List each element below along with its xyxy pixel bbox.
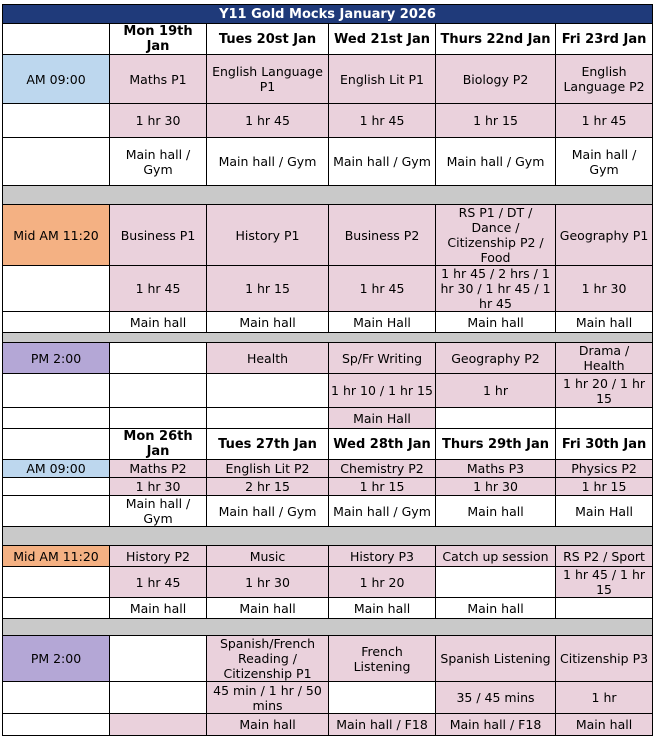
subject-cell: Physics P2 — [556, 460, 653, 478]
subject-cell: RS P1 / DT / Dance / Citizenship P2 / Food — [436, 205, 556, 266]
day-header: Wed 28th Jan — [329, 429, 436, 460]
mid-durations-row — [3, 567, 653, 598]
day-header: Thurs 22nd Jan — [436, 24, 556, 55]
duration-cell: 1 hr 20 — [329, 567, 436, 598]
duration-cell: 1 hr 20 / 1 hr 15 — [556, 374, 653, 408]
room-cell: Main hall / Gym — [207, 138, 329, 186]
session-label-blank — [3, 408, 110, 429]
room-cell: Main hall / Gym — [556, 138, 653, 186]
duration-cell: 1 hr 45 / 1 hr 15 — [556, 567, 653, 598]
session-label-blank — [3, 714, 110, 736]
subject-cell: Drama / Health — [556, 343, 653, 374]
spacer-row — [3, 333, 653, 343]
room-cell: Main hall / Gym — [329, 496, 436, 527]
subject-cell: Maths P3 — [436, 460, 556, 478]
subject-cell — [110, 343, 207, 374]
room-cell — [110, 408, 207, 429]
am-durations-row — [3, 478, 653, 496]
pm-durations-row — [3, 374, 653, 408]
session-label-blank — [3, 138, 110, 186]
subject-cell: RS P2 / Sport — [556, 546, 653, 567]
duration-cell: 1 hr 30 — [207, 567, 329, 598]
room-cell: Main hall — [110, 312, 207, 333]
duration-cell: 1 hr 30 — [110, 104, 207, 138]
day-header: Fri 30th Jan — [556, 429, 653, 460]
duration-cell: 1 hr 30 — [110, 478, 207, 496]
session-label-blank — [3, 312, 110, 333]
mid-rooms-row — [3, 312, 653, 333]
day-header: Tues 27th Jan — [207, 429, 329, 460]
duration-cell: 1 hr 45 — [556, 104, 653, 138]
page-title: Y11 Gold Mocks January 2026 — [3, 5, 653, 24]
duration-cell: 1 hr 45 — [110, 567, 207, 598]
session-label-blank — [3, 104, 110, 138]
timetable-body — [3, 5, 653, 736]
exam-timetable — [2, 4, 653, 736]
session-label: Mid AM 11:20 — [3, 205, 110, 266]
room-cell: Main hall / Gym — [207, 496, 329, 527]
session-label: AM 09:00 — [3, 55, 110, 104]
duration-cell: 1 hr 45 / 2 hrs / 1 hr 30 / 1 hr 45 / 1 hr 45 — [436, 266, 556, 312]
subject-cell: Catch up session — [436, 546, 556, 567]
spacer-row — [3, 527, 653, 546]
room-cell: Main Hall — [556, 496, 653, 527]
subject-cell: Music — [207, 546, 329, 567]
duration-cell — [110, 682, 207, 714]
subject-cell: French Listening — [329, 636, 436, 682]
subject-cell: History P3 — [329, 546, 436, 567]
am-durations-row — [3, 104, 653, 138]
session-label: Mid AM 11:20 — [3, 546, 110, 567]
room-cell: Main hall / F18 — [329, 714, 436, 736]
spacer-row — [3, 186, 653, 205]
session-label-blank — [3, 374, 110, 408]
room-cell: Main hall / Gym — [329, 138, 436, 186]
subject-cell: English Language P2 — [556, 55, 653, 104]
day-header-row — [3, 24, 653, 55]
pm-subjects-row — [3, 343, 653, 374]
room-cell: Main hall / Gym — [436, 138, 556, 186]
session-label-blank — [3, 567, 110, 598]
subject-cell: Chemistry P2 — [329, 460, 436, 478]
duration-cell: 1 hr 45 — [329, 266, 436, 312]
subject-cell: Health — [207, 343, 329, 374]
duration-cell — [436, 567, 556, 598]
room-cell: Main Hall — [329, 312, 436, 333]
room-cell: Main hall — [329, 598, 436, 619]
subject-cell — [110, 636, 207, 682]
subject-cell: Biology P2 — [436, 55, 556, 104]
session-label-blank — [3, 598, 110, 619]
duration-cell: 1 hr 15 — [436, 104, 556, 138]
room-cell: Main hall — [436, 598, 556, 619]
spacer-bar — [3, 527, 653, 546]
spacer-bar — [3, 186, 653, 205]
room-cell — [436, 408, 556, 429]
day-header: Mon 19th Jan — [110, 24, 207, 55]
room-cell: Main hall — [556, 312, 653, 333]
duration-cell: 1 hr 45 — [207, 104, 329, 138]
duration-cell: 1 hr 10 / 1 hr 15 — [329, 374, 436, 408]
room-cell — [556, 408, 653, 429]
pm-rooms-row — [3, 714, 653, 736]
session-label: PM 2:00 — [3, 636, 110, 682]
duration-cell: 45 min / 1 hr / 50 mins — [207, 682, 329, 714]
duration-cell: 1 hr 15 — [329, 478, 436, 496]
day-header: Fri 23rd Jan — [556, 24, 653, 55]
day-header: Wed 21st Jan — [329, 24, 436, 55]
room-cell: Main hall — [556, 714, 653, 736]
duration-cell: 1 hr — [556, 682, 653, 714]
duration-cell — [207, 374, 329, 408]
title-row — [3, 5, 653, 24]
duration-cell — [110, 374, 207, 408]
subject-cell: Spanish/French Reading / Citizenship P1 — [207, 636, 329, 682]
subject-cell: Maths P1 — [110, 55, 207, 104]
subject-cell: Spanish Listening — [436, 636, 556, 682]
session-label-blank — [3, 478, 110, 496]
day-header-row — [3, 429, 653, 460]
am-subjects-row — [3, 460, 653, 478]
timetable-container — [2, 4, 653, 736]
subject-cell: English Lit P1 — [329, 55, 436, 104]
room-cell: Main Hall — [329, 408, 436, 429]
day-header: Tues 20st Jan — [207, 24, 329, 55]
session-label-blank — [3, 496, 110, 527]
subject-cell: Maths P2 — [110, 460, 207, 478]
pm-durations-row — [3, 682, 653, 714]
duration-cell: 1 hr — [436, 374, 556, 408]
subject-cell: Geography P2 — [436, 343, 556, 374]
duration-cell: 1 hr 15 — [207, 266, 329, 312]
mid-rooms-row — [3, 598, 653, 619]
corner-cell — [3, 24, 110, 55]
subject-cell: Geography P1 — [556, 205, 653, 266]
subject-cell: Business P2 — [329, 205, 436, 266]
subject-cell: Citizenship P3 — [556, 636, 653, 682]
subject-cell: Business P1 — [110, 205, 207, 266]
subject-cell: History P2 — [110, 546, 207, 567]
duration-cell: 2 hr 15 — [207, 478, 329, 496]
duration-cell — [329, 682, 436, 714]
mid-durations-row — [3, 266, 653, 312]
am-rooms-row — [3, 138, 653, 186]
spacer-row — [3, 619, 653, 636]
room-cell: Main hall / Gym — [110, 496, 207, 527]
mid-subjects-row — [3, 546, 653, 567]
room-cell: Main hall — [110, 598, 207, 619]
day-header: Mon 26th Jan — [110, 429, 207, 460]
room-cell: Main hall — [436, 312, 556, 333]
mid-subjects-row — [3, 205, 653, 266]
subject-cell: History P1 — [207, 205, 329, 266]
room-cell: Main hall — [436, 496, 556, 527]
duration-cell: 35 / 45 mins — [436, 682, 556, 714]
session-label-blank — [3, 682, 110, 714]
room-cell: Main hall — [207, 598, 329, 619]
duration-cell: 1 hr 45 — [329, 104, 436, 138]
subject-cell: English Language P1 — [207, 55, 329, 104]
spacer-bar — [3, 333, 653, 343]
room-cell: Main hall / Gym — [110, 138, 207, 186]
spacer-bar — [3, 619, 653, 636]
room-cell — [556, 598, 653, 619]
pm-rooms-row — [3, 408, 653, 429]
duration-cell: 1 hr 15 — [556, 478, 653, 496]
duration-cell: 1 hr 45 — [110, 266, 207, 312]
session-label: PM 2:00 — [3, 343, 110, 374]
room-cell — [207, 408, 329, 429]
session-label-blank — [3, 266, 110, 312]
duration-cell: 1 hr 30 — [436, 478, 556, 496]
session-label: AM 09:00 — [3, 460, 110, 478]
pm-subjects-row — [3, 636, 653, 682]
am-rooms-row — [3, 496, 653, 527]
room-cell: Main hall / F18 — [436, 714, 556, 736]
corner-cell — [3, 429, 110, 460]
duration-cell: 1 hr 30 — [556, 266, 653, 312]
room-cell: Main hall — [207, 714, 329, 736]
day-header: Thurs 29th Jan — [436, 429, 556, 460]
room-cell: Main hall — [207, 312, 329, 333]
room-cell — [110, 714, 207, 736]
am-subjects-row — [3, 55, 653, 104]
subject-cell: English Lit P2 — [207, 460, 329, 478]
subject-cell: Sp/Fr Writing — [329, 343, 436, 374]
